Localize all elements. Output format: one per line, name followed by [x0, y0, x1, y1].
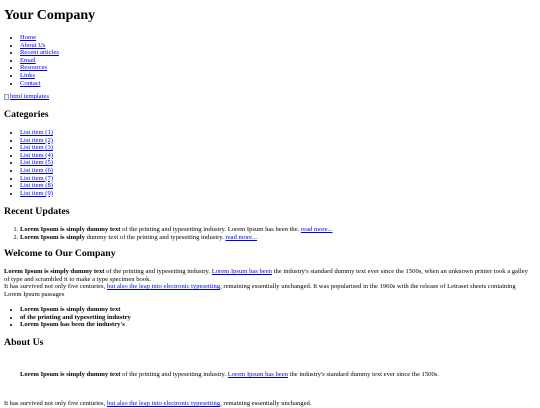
category-link[interactable]: List item (4): [20, 151, 53, 159]
site-title: Your Company: [4, 8, 96, 23]
recent-updates-list: [20, 226, 332, 241]
welcome-bullet-text: Lorem Ipsum is simply dummy text: [20, 306, 121, 313]
about-text: , remaining essentially unchanged.: [220, 400, 312, 407]
nav-item-resources[interactable]: [20, 64, 59, 72]
broken-image-icon: [4, 94, 9, 100]
nav-link-recent-articles[interactable]: Recent articles: [20, 49, 59, 57]
category-link[interactable]: List item (1): [20, 129, 53, 136]
read-more-link[interactable]: read more...: [300, 226, 333, 233]
welcome-text: It has survived not only five centuries,: [4, 283, 107, 291]
about-paragraph-2: [4, 400, 530, 408]
nav-link-resources[interactable]: Resources: [20, 64, 48, 72]
read-more-link[interactable]: read more...: [225, 233, 258, 241]
banner: [4, 93, 49, 102]
about-text: the industry's standard dummy text ever since the 1500s.: [287, 371, 439, 378]
recent-updates-heading: Recent Updates: [4, 206, 70, 217]
update-item: [20, 226, 332, 234]
welcome-bullet-text: of the printing and typesetting industry: [20, 313, 131, 321]
update-text: dummy text of the printing and typesetting industry.: [84, 233, 226, 241]
update-bold: Lorem Ipsum is simply dummy text: [20, 226, 121, 233]
nav-item-home[interactable]: [20, 34, 59, 42]
nav-link-links[interactable]: Links: [20, 71, 36, 79]
welcome-text: , remaining essentially unchanged. It was popularised in the 1960s with the release of Letraset sheets containing Lorem Ipsum passages: [4, 283, 516, 298]
nav-item-email[interactable]: [20, 57, 59, 65]
category-item[interactable]: [20, 129, 53, 137]
category-item[interactable]: [20, 182, 53, 190]
category-link[interactable]: List item (3): [20, 144, 53, 152]
nav-item-contact[interactable]: [20, 80, 59, 88]
category-item[interactable]: [20, 152, 53, 160]
welcome-bullet-text: Lorem Ipsum has been the industry's: [20, 321, 125, 329]
banner-alt-text: html templates: [10, 93, 50, 100]
about-text: It has survived not only five centuries,: [4, 400, 107, 407]
update-bold: Lorem Ipsum is simply: [20, 233, 85, 241]
welcome-paragraph: [4, 268, 530, 298]
banner-image-link[interactable]: [4, 93, 49, 101]
update-text: of the printing and typesetting industry. Lorem Ipsum has been the.: [120, 226, 301, 233]
about-link-2[interactable]: but also the leap into electronic typesetting: [106, 400, 221, 407]
welcome-bullet: [20, 314, 131, 322]
category-link[interactable]: List item (2): [20, 136, 53, 144]
welcome-bold: Lorem Ipsum is simply dummy text: [4, 268, 105, 275]
welcome-bullet: [20, 321, 131, 329]
category-item[interactable]: [20, 159, 53, 167]
about-paragraph-1: [20, 371, 540, 379]
nav-item-recent-articles[interactable]: [20, 49, 59, 57]
nav-link-contact[interactable]: Contact: [20, 79, 41, 87]
category-item[interactable]: [20, 144, 53, 152]
category-link[interactable]: List item (7): [20, 174, 53, 182]
category-item[interactable]: [20, 137, 53, 145]
category-link[interactable]: List item (9): [20, 189, 53, 197]
about-text: of the printing and typesetting industry.: [120, 371, 228, 378]
nav-item-links[interactable]: [20, 72, 59, 80]
nav-link-home[interactable]: Home: [20, 34, 37, 41]
category-link[interactable]: List item (8): [20, 182, 53, 190]
category-link[interactable]: List item (5): [20, 159, 53, 167]
nav-link-email[interactable]: Email: [20, 56, 36, 64]
welcome-heading: Welcome to Our Company: [4, 248, 116, 259]
categories-heading: Categories: [4, 109, 49, 120]
category-item[interactable]: [20, 167, 53, 175]
welcome-text: of the printing and typesetting industry.: [104, 268, 212, 275]
category-item[interactable]: [20, 190, 53, 198]
update-item: [20, 234, 332, 242]
nav-link-about[interactable]: About Us: [20, 41, 46, 49]
category-link[interactable]: List item (6): [20, 166, 53, 174]
about-heading: About Us: [4, 337, 44, 348]
category-item[interactable]: [20, 175, 53, 183]
welcome-link-2[interactable]: but also the leap into electronic typesetting: [106, 283, 221, 291]
welcome-text: the industry's standard dummy text ever since the 1500s, when an unknown printer took a galley of type and scrambled it to make a type specimen book.: [4, 268, 528, 283]
welcome-bullets: [20, 306, 131, 329]
categories-list: [20, 129, 53, 197]
nav-item-about[interactable]: [20, 42, 59, 50]
about-link-1[interactable]: Lorem Ipsum has been: [227, 371, 288, 378]
main-nav: [20, 34, 59, 87]
about-bold: Lorem Ipsum is simply dummy text: [20, 371, 121, 378]
welcome-bullet: [20, 306, 131, 314]
welcome-link-1[interactable]: Lorem Ipsum has been: [211, 268, 272, 275]
